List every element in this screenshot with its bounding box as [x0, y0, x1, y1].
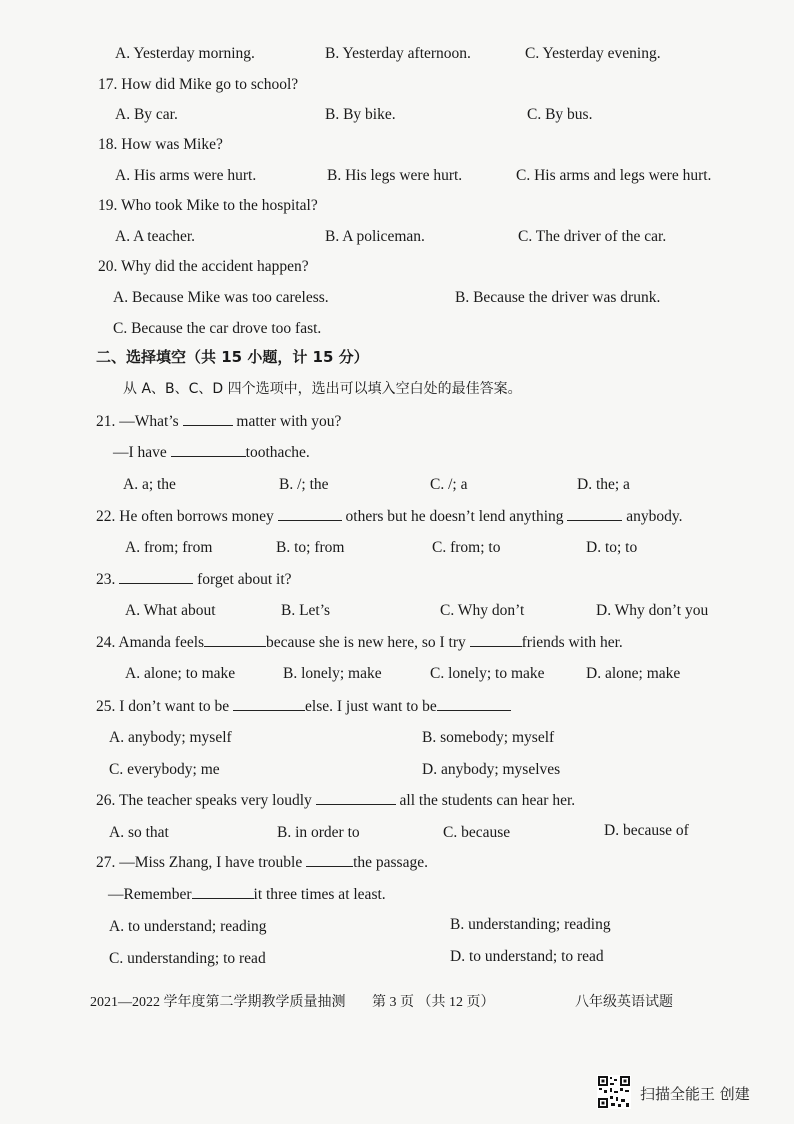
q23-option-a: A. What about [125, 602, 216, 619]
q23-option-d: D. Why don’t you [596, 602, 709, 619]
q25-stem [96, 696, 511, 717]
answer-blank [233, 696, 305, 711]
q21-option-a: A. a; the [123, 476, 176, 493]
q21-stem-2 [113, 442, 310, 463]
q21-option-b: B. /; the [279, 476, 329, 493]
q24-option-a: A. alone; to make [125, 665, 236, 682]
q22-stem-3: anybody. [626, 508, 683, 525]
answer-blank [306, 852, 353, 867]
q19-option-b: B. A policeman. [325, 228, 425, 245]
answer-blank [204, 632, 266, 647]
q27-stem-1 [96, 852, 428, 873]
q22-option-d: D. to; to [586, 539, 638, 556]
q21-stem-1a: 21. —What’s [96, 413, 179, 430]
answer-blank [183, 411, 233, 426]
q21-option-c: C. /; a [430, 476, 468, 493]
q26-option-d: D. because of [604, 822, 689, 839]
q25-option-a: A. anybody; myself [109, 729, 232, 746]
q23-option-b: B. Let’s [281, 602, 331, 619]
q19-stem: 19. Who took Mike to the hospital? [98, 197, 318, 214]
q24-stem-1: 24. Amanda feels [96, 634, 205, 651]
q22-stem-1: 22. He often borrows money [96, 508, 274, 525]
section-instruction: 从 A、B、C、D 四个选项中，选出可以填入空白处的最佳答案。 [123, 381, 522, 397]
q24-option-b: B. lonely; make [283, 665, 382, 682]
q26-option-b: B. in order to [277, 824, 360, 841]
q27-option-d: D. to understand; to read [450, 948, 604, 965]
q22-stem-2: others but he doesn’t lend anything [345, 508, 564, 525]
q22-stem [96, 506, 683, 527]
q24-stem-3: friends with her. [521, 634, 623, 651]
answer-blank [278, 506, 342, 521]
q23-stem-1: 23. [96, 571, 116, 588]
q25-option-c: C. everybody; me [109, 761, 220, 778]
q19-option-c: C. The driver of the car. [518, 228, 667, 245]
answer-blank [567, 506, 622, 521]
qr-code-icon [597, 1075, 631, 1109]
q18-stem: 18. How was Mike? [98, 136, 223, 153]
q21-stem-2b: toothache. [245, 444, 310, 461]
q24-option-c: C. lonely; to make [430, 665, 545, 682]
q22-option-c: C. from; to [432, 539, 501, 556]
q25-option-b: B. somebody; myself [422, 729, 555, 746]
q16-option-c: C. Yesterday evening. [525, 45, 661, 62]
footer-page-number: 第 3 页 （共 12 页） [372, 995, 495, 1010]
q26-stem-1: 26. The teacher speaks very loudly [96, 792, 312, 809]
q21-stem-1 [96, 411, 341, 432]
q26-stem [96, 790, 575, 811]
q20-option-c: C. Because the car drove too fast. [113, 320, 322, 337]
q17-option-a: A. By car. [115, 106, 178, 123]
q24-stem [96, 632, 623, 653]
q22-option-b: B. to; from [276, 539, 345, 556]
q20-option-b: B. Because the driver was drunk. [455, 289, 661, 306]
footer-exam-title: 2021—2022 学年度第二学期教学质量抽测 [90, 995, 346, 1010]
q21-stem-2a: —I have [113, 444, 167, 461]
q26-option-c: C. because [443, 824, 511, 841]
q27-stem-1b: the passage. [353, 854, 428, 871]
answer-blank [119, 569, 193, 584]
answer-blank [316, 790, 396, 805]
section-title: 二、选择填空（共 15 小题，计 15 分） [96, 348, 369, 366]
scanner-brand-label: 扫描全能王 创建 [640, 1085, 750, 1103]
q21-stem-1b: matter with you? [236, 413, 342, 430]
q27-stem-2a: —Remember [108, 886, 192, 903]
q23-stem [96, 569, 292, 590]
q18-option-b: B. His legs were hurt. [327, 167, 463, 184]
answer-blank [470, 632, 522, 647]
q23-stem-2: forget about it? [197, 571, 292, 588]
footer-subject: 八年级英语试题 [575, 995, 673, 1010]
q26-option-a: A. so that [109, 824, 169, 841]
answer-blank [171, 442, 246, 457]
q25-stem-2: else. I just want to be [305, 698, 437, 715]
q27-stem-1a: 27. —Miss Zhang, I have trouble [96, 854, 303, 871]
q16-option-a: A. Yesterday morning. [115, 45, 255, 62]
q27-option-c: C. understanding; to read [109, 950, 266, 967]
q18-option-c: C. His arms and legs were hurt. [516, 167, 712, 184]
q20-option-a: A. Because Mike was too careless. [113, 289, 329, 306]
answer-blank [437, 696, 511, 711]
q27-option-a: A. to understand; reading [109, 918, 267, 935]
q17-stem: 17. How did Mike go to school? [98, 76, 299, 93]
q24-option-d: D. alone; make [586, 665, 681, 682]
q17-option-b: B. By bike. [325, 106, 396, 123]
answer-blank [192, 884, 254, 899]
q25-option-d: D. anybody; myselves [422, 761, 561, 778]
q19-option-a: A. A teacher. [115, 228, 196, 245]
q16-option-b: B. Yesterday afternoon. [325, 45, 471, 62]
q25-stem-1: 25. I don’t want to be [96, 698, 230, 715]
q17-option-c: C. By bus. [527, 106, 593, 123]
q26-stem-2: all the students can hear her. [399, 792, 576, 809]
q18-option-a: A. His arms were hurt. [115, 167, 257, 184]
q23-option-c: C. Why don’t [440, 602, 525, 619]
q21-option-d: D. the; a [577, 476, 630, 493]
q20-stem: 20. Why did the accident happen? [98, 258, 309, 275]
q27-stem-2b: it three times at least. [253, 886, 386, 903]
q24-stem-2: because she is new here, so I try [266, 634, 466, 651]
q22-option-a: A. from; from [125, 539, 213, 556]
q27-option-b: B. understanding; reading [450, 916, 611, 933]
q27-stem-2 [108, 884, 386, 905]
